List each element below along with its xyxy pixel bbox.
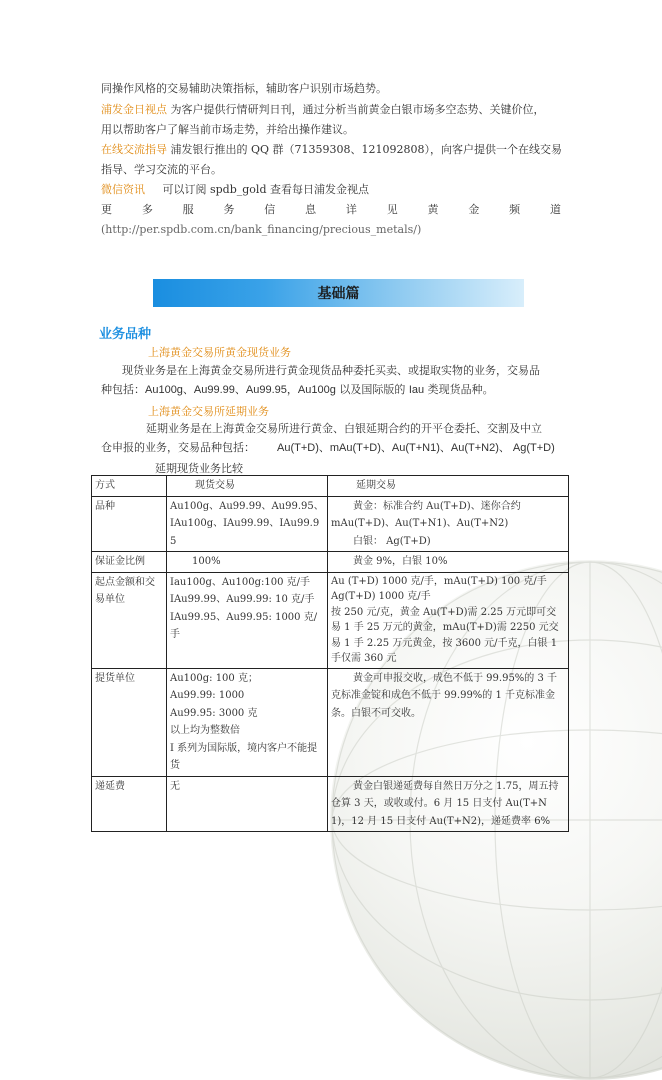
more-info-char: 见	[386, 203, 398, 216]
more-info-char: 更	[101, 203, 112, 216]
more-info-char: 务	[223, 203, 235, 216]
deferred-cell	[328, 552, 569, 573]
spot-cell	[167, 776, 328, 832]
table-row	[92, 496, 569, 552]
more-info-char: 道	[549, 203, 561, 216]
cell-line: IAu99.99、Au99.99: 10 克/手	[170, 594, 315, 605]
banner-title: 基础篇	[317, 286, 360, 302]
row-label: 提货单位	[92, 668, 167, 776]
cell-line: Au100g、Au99.99、Au99.95、	[170, 500, 324, 512]
spot-cell	[167, 572, 328, 668]
cell-line: 黄金白银递延费每自然日万分之 1.75，周五持仓算 3 天，或收或付。6 月 15 日支付 Au(T+N1)，12 月 15 日支付 Au(T+N2)，递延费率 6%	[331, 780, 559, 827]
wechat-text: 可以订阅 spdb_gold 查看每日浦发金视点	[162, 183, 369, 196]
more-info-char: 金	[468, 203, 480, 216]
precious-metals-channel-link[interactable]: (http://per.spdb.com.cn/bank_financing/precious_metals/)	[101, 223, 422, 236]
cell-line: 白银： Ag(T+D)	[353, 535, 431, 547]
online-guide-label: 在线交流指导	[101, 143, 167, 156]
table-caption: 延期现货业务比较	[155, 462, 243, 475]
more-info-char: 频	[509, 203, 521, 216]
row-label: 递延费	[92, 776, 167, 832]
deferred-business-text-2	[101, 439, 555, 455]
deferred-products: Au(T+D)、mAu(T+D)、Au(T+N1)、Au(T+N2)、 Ag(T+D)	[277, 442, 555, 454]
more-info-char: 息	[305, 203, 317, 216]
cell-line: 黄金可申报交收，成色不低于 99.95%的 3 千克标准金锭和成色不低于 99.99%的 1 千克标准金条。白银不可交收。	[331, 672, 558, 719]
daily-view-label: 浦发金日视点	[101, 103, 167, 116]
table-row	[92, 572, 569, 668]
cell-line: 100%	[192, 556, 221, 567]
more-info-line	[101, 203, 561, 217]
cell-line: 按 250 元/克，黄金 Au(T+D)需 2.25 万元即可交易 1 手 25 万元的黄金，mAu(T+D)需 2250 元交易 1 手 2.25 万元黄金，按 3600 元/千克，白银 1 手仅需 360 元	[331, 606, 559, 664]
cell-line: mAu(T+D)、Au(T+N1)、Au(T+N2)	[331, 518, 509, 529]
spot-cell	[167, 552, 328, 573]
row-label: 保证金比例	[92, 552, 167, 573]
cell-line: 黄金：标准合约 Au(T+D)、迷你合约	[353, 500, 521, 512]
section-title: 业务品种	[99, 327, 152, 342]
table-header-cell: 方式	[92, 476, 167, 497]
comparison-table	[91, 475, 569, 832]
spot-business-text-2	[101, 381, 494, 397]
deferred-cell	[328, 776, 569, 832]
cell-line: Au (T+D) 1000 克/手，mAu(T+D) 100 克/手	[331, 575, 547, 587]
spot-text-suffix: 类现货品种。	[424, 383, 494, 396]
table-header-row	[92, 476, 569, 497]
table-row	[92, 776, 569, 832]
daily-view-line	[101, 103, 545, 117]
cell-line: I 系列为国际版，境内客户不能提货	[170, 742, 318, 771]
more-info-char: 服	[182, 203, 194, 216]
intro-line-1: 同操作风格的交易辅助决策指标，辅助客户识别市场趋势。	[101, 82, 387, 95]
deferred-cell	[328, 668, 569, 776]
spot-text-middle: 以及国际版的	[335, 383, 409, 396]
more-info-char: 多	[141, 203, 153, 216]
cell-line: 黄金 9%，白银 10%	[353, 556, 448, 567]
deferred-business-text-1: 延期业务是在上海黄金交易所进行黄金、白银延期合约的开平仓委托、交割及中立	[146, 422, 542, 435]
cell-line: Au99.95: 3000 克	[170, 707, 258, 719]
cell-line: IAu99.95、Au99.95: 1000 克/手	[170, 611, 318, 640]
daily-view-text-2: 用以帮助客户了解当前市场走势，并给出操作建议。	[101, 123, 354, 136]
wechat-label: 微信资讯	[101, 183, 145, 196]
more-info-char: 黄	[427, 203, 439, 216]
cell-line: 无	[170, 780, 180, 792]
more-info-char: 详	[345, 203, 357, 216]
online-guide-text-2: 指导、学习交流的平台。	[101, 163, 222, 176]
row-label: 品种	[92, 496, 167, 552]
table-row	[92, 668, 569, 776]
deferred-text-prefix: 仓申报的业务，交易品种包括：	[101, 441, 255, 454]
spot-business-title: 上海黄金交易所黄金现货业务	[148, 346, 291, 359]
cell-line: 以上均为整数倍	[170, 725, 240, 736]
deferred-cell	[328, 496, 569, 552]
deferred-business-title: 上海黄金交易所延期业务	[148, 405, 269, 418]
table-row	[92, 552, 569, 573]
cell-line: IAu100g、IAu99.99、IAu99.95	[170, 518, 320, 547]
spot-products: Au100g、Au99.99、Au99.95，Au100g	[145, 384, 336, 396]
table-header-cell: 现货交易	[167, 476, 328, 497]
table-header-cell: 延期交易	[328, 476, 569, 497]
deferred-cell	[328, 572, 569, 668]
daily-view-text-1: 为客户提供行情研判日刊，通过分析当前黄金白银市场多空态势、关键价位，	[170, 103, 545, 116]
row-label: 起点金额和交易单位	[92, 572, 167, 668]
cell-line: Au99.99: 1000	[170, 690, 245, 701]
cell-line: Iau100g、Au100g:100 克/手	[170, 576, 310, 588]
more-info-char: 信	[264, 203, 276, 216]
spot-iau: Iau	[408, 384, 425, 396]
wechat-line	[101, 183, 369, 197]
online-guide-line	[101, 143, 562, 157]
cell-line: Au100g: 100 克；	[170, 672, 258, 684]
spot-business-text-1: 现货业务是在上海黄金交易所进行黄金现货品种委托买卖、或提取实物的业务，交易品	[122, 364, 540, 377]
spot-cell	[167, 668, 328, 776]
cell-line: Ag(T+D) 1000 克/手	[331, 591, 431, 602]
online-guide-text-1: 浦发银行推出的 QQ 群（71359308、121092808），向客户提供一个在线交易	[170, 143, 563, 156]
spot-cell	[167, 496, 328, 552]
basics-banner	[153, 279, 524, 307]
spot-text-prefix: 种包括：	[101, 383, 145, 396]
